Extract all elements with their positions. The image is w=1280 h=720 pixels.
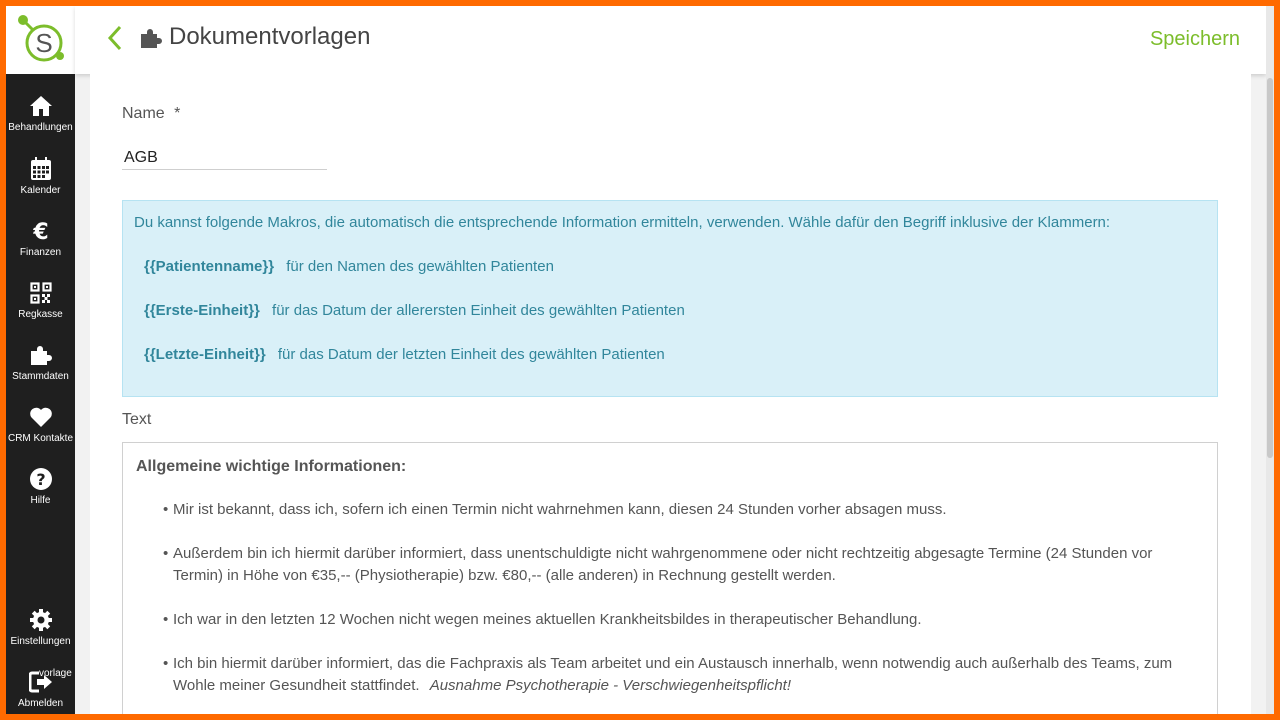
sidebar-item-hilfe[interactable]: [6, 467, 75, 523]
svg-text:€: €: [32, 220, 49, 243]
macro-row: [144, 258, 554, 275]
list-item: • Außerdem bin ich hiermit darüber informiert, dass unentschuldigte nicht wahrgenommene oder nicht rechtzeitig abgesagte Termine (24 Stunden vor Termin) in Höhe von €35,-- (Physiotherapie) bzw. €80,-- (alle anderen) in Rechnung gestellt werden.: [163, 545, 1153, 584]
save-button[interactable]: Speichern: [1149, 28, 1240, 50]
text-editor[interactable]: [122, 442, 1218, 714]
logo-icon: [14, 13, 68, 67]
macro-name: {{Patientenname}}: [144, 258, 275, 275]
macro-description: für das Datum der letzten Einheit des gewählten Patienten: [277, 346, 665, 363]
list-item-text: Mir ist bekannt, dass ich, sofern ich einen Termin nicht wahrnehmen kann, diesen 24 Stunden vorher absagen muss.: [173, 501, 947, 518]
sidebar-item-label: Abmelden: [17, 698, 64, 709]
macro-row: [144, 302, 685, 319]
sidebar-item-label: Kalender: [20, 185, 61, 196]
macro-description: für den Namen des gewählten Patienten: [286, 258, 554, 275]
macro-info-box: [122, 200, 1218, 397]
name-input[interactable]: [122, 146, 327, 170]
sidebar-item-kalender[interactable]: [6, 157, 75, 213]
app-logo[interactable]: [6, 6, 75, 74]
back-button[interactable]: [103, 24, 127, 52]
list-item: • Ich war in den letzten 12 Wochen nicht wegen meines aktuellen Krankheitsbildes in therapeutischer Behandlung.: [163, 611, 922, 628]
chevron-left-icon: [103, 24, 127, 52]
list-item-text: Ich bin hiermit darüber informiert, das die Fachpraxis als Team arbeitet und ein Austausch innerhalb, wenn notwendig auch außerhalb des Teams, zum Wohle meiner Gesundheit stattfindet.: [173, 655, 1173, 694]
macro-name: {{Letzte-Einheit}}: [144, 346, 266, 363]
scrollbar-thumb[interactable]: [1267, 78, 1273, 458]
sidebar-item-regkasse[interactable]: [6, 281, 75, 337]
euro-icon: [29, 219, 53, 243]
svg-text:?: ?: [35, 470, 46, 489]
puzzle-icon: [139, 26, 163, 50]
list-item-text: Ich war in den letzten 12 Wochen nicht wegen meines aktuellen Krankheitsbildes in therapeutischer Behandlung.: [173, 611, 922, 628]
calendar-icon: [29, 157, 53, 181]
overflow-label: vorlage: [39, 668, 72, 679]
sidebar-item-label: Regkasse: [18, 309, 63, 320]
qr-code-icon: [29, 281, 53, 305]
sidebar-item-finanzen[interactable]: [6, 219, 75, 275]
heart-icon: [29, 405, 53, 429]
name-label-text: Name: [122, 105, 165, 122]
list-item-emphasis: Ausnahme Psychotherapie - Verschwiegenheitspflicht!: [429, 677, 792, 694]
list-item-text: Außerdem bin ich hiermit darüber informiert, dass unentschuldigte nicht wahrgenommene oder nicht rechtzeitig abgesagte Termine (24 Stunden vor Termin) in Höhe von €35,-- (Physiotherapie) bzw. €80,-- (alle anderen) in Rechnung gestellt werden.: [173, 545, 1153, 584]
app-window: [6, 6, 1274, 714]
text-label: Text: [122, 411, 152, 428]
puzzle-icon: [29, 343, 53, 367]
top-bar: [75, 6, 1266, 74]
sidebar-item-label: Stammdaten: [12, 371, 69, 382]
sidebar-item-behandlungen[interactable]: [6, 94, 75, 150]
help-icon: [29, 467, 53, 491]
required-mark: *: [174, 105, 181, 122]
sidebar-item-label: Einstellungen: [10, 636, 71, 647]
sidebar-item-stammdaten[interactable]: [6, 343, 75, 399]
info-intro: Du kannst folgende Makros, die automatisch die entsprechende Information ermitteln, verwenden. Wähle dafür den Begriff inklusive der Klammern:: [134, 214, 1111, 231]
sidebar-item-label: Behandlungen: [8, 122, 73, 133]
macro-name: {{Erste-Einheit}}: [144, 302, 260, 319]
page-title: Dokumentvorlagen: [169, 23, 371, 50]
macro-row: [144, 346, 665, 363]
macro-description: für das Datum der allerersten Einheit des gewählten Patienten: [272, 302, 685, 319]
home-icon: [29, 94, 53, 118]
svg-text:S: S: [34, 28, 53, 58]
name-label: [122, 105, 180, 123]
sidebar-item-crm-kontakte[interactable]: [6, 405, 75, 461]
list-item: • Ich bin hiermit darüber informiert, das die Fachpraxis als Team arbeitet und ein Austausch innerhalb, wenn notwendig auch außerhalb des Teams, zum Wohle meiner Gesundheit stattfindet. Ausnahme Psychotherapie - Verschwiegenheitspflicht!: [163, 655, 1173, 694]
list-item: • Mir ist bekannt, dass ich, sofern ich einen Termin nicht wahrnehmen kann, diesen 24 Stunden vorher absagen muss.: [163, 501, 947, 518]
form-card: [90, 74, 1251, 714]
sidebar-item-einstellungen[interactable]: [6, 608, 75, 664]
editor-heading: Allgemeine wichtige Informationen:: [136, 458, 407, 475]
sidebar-item-label: Hilfe: [30, 495, 51, 506]
gear-icon: [29, 608, 53, 632]
sidebar-item-label: CRM Kontakte: [7, 433, 74, 444]
sidebar-item-label: Finanzen: [19, 247, 62, 258]
sidebar: [6, 6, 75, 714]
